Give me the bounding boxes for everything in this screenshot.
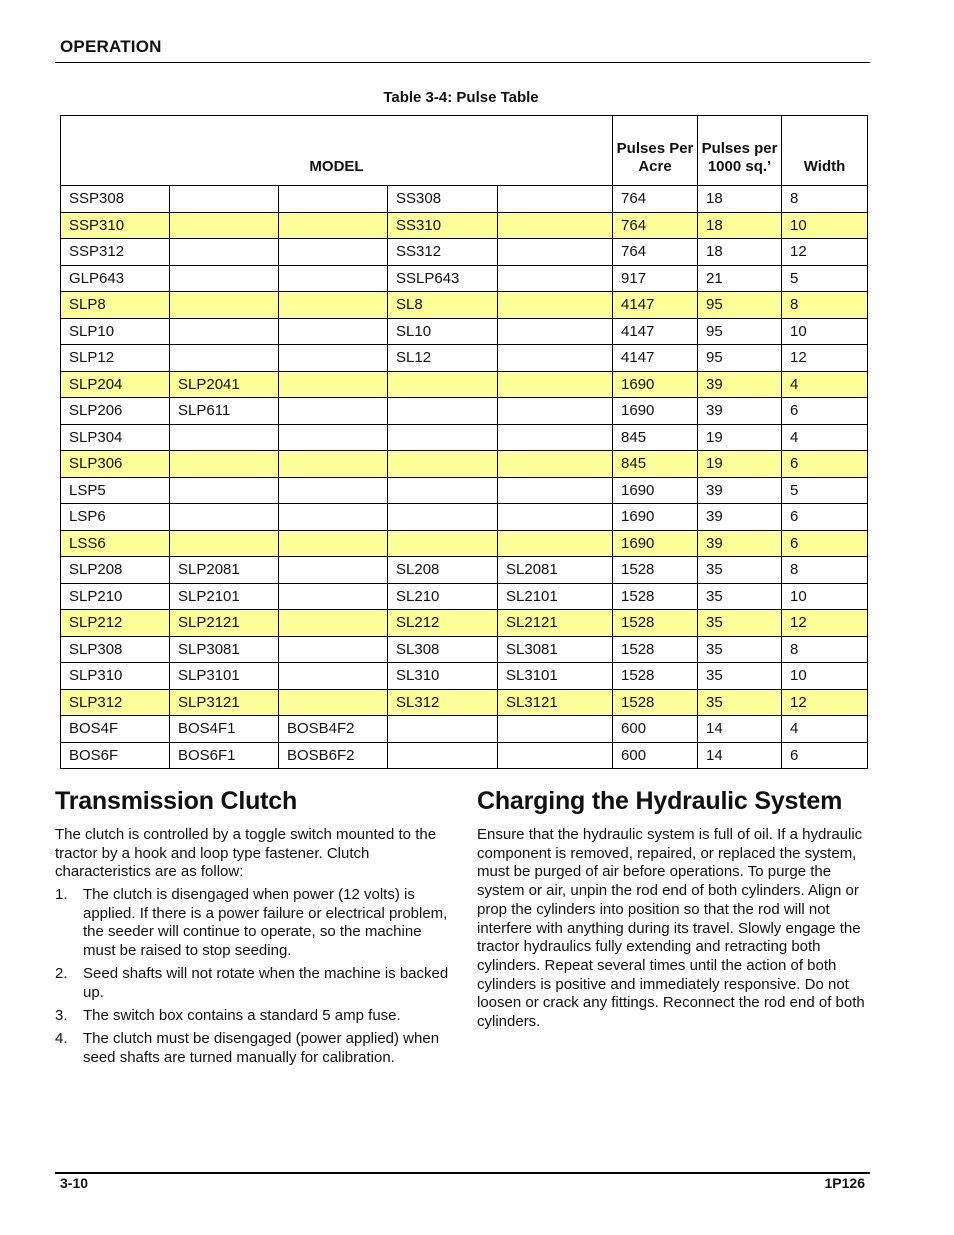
- table-row: [61, 477, 868, 504]
- table-row: [61, 557, 868, 584]
- table-cell: 764: [613, 186, 698, 213]
- table-cell: 10: [782, 212, 868, 239]
- table-cell: SLP10: [61, 318, 170, 345]
- table-cell: 10: [782, 663, 868, 690]
- table-cell: 12: [782, 689, 868, 716]
- table-cell: [498, 477, 613, 504]
- page-number: 3-10: [60, 1175, 89, 1191]
- table-cell: 4: [782, 424, 868, 451]
- list-item-number: 2.: [55, 965, 68, 983]
- table-cell: SLP3081: [170, 636, 279, 663]
- table-row: [61, 239, 868, 266]
- table-cell: 600: [613, 742, 698, 769]
- table-cell: 4147: [613, 345, 698, 372]
- table-cell: 35: [698, 636, 782, 663]
- table-cell: [170, 451, 279, 478]
- table-cell: 6: [782, 451, 868, 478]
- table-cell: SLP304: [61, 424, 170, 451]
- table-cell: 4: [782, 371, 868, 398]
- table-cell: SLP8: [61, 292, 170, 319]
- table-cell: [170, 530, 279, 557]
- table-cell: 35: [698, 689, 782, 716]
- table-cell: SLP2121: [170, 610, 279, 637]
- table-cell: [170, 318, 279, 345]
- table-cell: 12: [782, 345, 868, 372]
- table-cell: 95: [698, 345, 782, 372]
- pulse-table-body: [61, 186, 868, 769]
- table-cell: [279, 451, 388, 478]
- table-cell: 600: [613, 716, 698, 743]
- table-cell: LSP6: [61, 504, 170, 531]
- header-pulses-per-1000: Pulses per 1000 sq.’: [698, 116, 782, 186]
- table-cell: 8: [782, 292, 868, 319]
- table-cell: SLP2101: [170, 583, 279, 610]
- table-cell: [279, 610, 388, 637]
- table-cell: 1528: [613, 610, 698, 637]
- table-cell: 35: [698, 583, 782, 610]
- table-cell: [498, 742, 613, 769]
- table-cell: [170, 504, 279, 531]
- table-row: [61, 345, 868, 372]
- table-cell: [279, 265, 388, 292]
- list-item-text: The switch box contains a standard 5 amp fuse.: [83, 1007, 401, 1025]
- footer-rule: [55, 1172, 870, 1174]
- table-cell: 1690: [613, 477, 698, 504]
- table-row: [61, 742, 868, 769]
- table-cell: 1528: [613, 636, 698, 663]
- table-cell: 1528: [613, 583, 698, 610]
- table-cell: SL2101: [498, 583, 613, 610]
- table-cell: SLP206: [61, 398, 170, 425]
- table-cell: [498, 398, 613, 425]
- table-cell: SLP308: [61, 636, 170, 663]
- table-cell: [498, 716, 613, 743]
- table-cell: 6: [782, 398, 868, 425]
- table-cell: SL3121: [498, 689, 613, 716]
- table-cell: SL10: [388, 318, 498, 345]
- table-cell: SL2081: [498, 557, 613, 584]
- table-cell: [279, 636, 388, 663]
- table-cell: [498, 239, 613, 266]
- list-item-text: Seed shafts will not rotate when the machine is backed up.: [83, 965, 449, 1002]
- table-cell: 19: [698, 451, 782, 478]
- table-cell: SLP212: [61, 610, 170, 637]
- table-cell: [279, 424, 388, 451]
- table-cell: BOS4F: [61, 716, 170, 743]
- table-cell: SL312: [388, 689, 498, 716]
- transmission-title: Transmission Clutch: [55, 787, 298, 815]
- table-row: [61, 398, 868, 425]
- table-cell: SSP310: [61, 212, 170, 239]
- table-cell: SL3101: [498, 663, 613, 690]
- table-cell: [279, 292, 388, 319]
- table-row: [61, 610, 868, 637]
- section-header: OPERATION: [60, 37, 162, 56]
- table-cell: GLP643: [61, 265, 170, 292]
- table-cell: BOS6F: [61, 742, 170, 769]
- table-cell: SLP3121: [170, 689, 279, 716]
- table-cell: 1690: [613, 504, 698, 531]
- table-cell: 19: [698, 424, 782, 451]
- table-cell: BOS6F1: [170, 742, 279, 769]
- table-row: [61, 636, 868, 663]
- table-cell: [170, 212, 279, 239]
- transmission-intro: The clutch is controlled by a toggle switch mounted to the tractor by a hook and loop type fastener. Clutch characteristics are as follow:: [55, 826, 437, 881]
- table-cell: BOS4F1: [170, 716, 279, 743]
- table-cell: 12: [782, 239, 868, 266]
- table-cell: [388, 477, 498, 504]
- list-item-number: 3.: [55, 1007, 68, 1025]
- table-cell: [279, 557, 388, 584]
- table-cell: [170, 265, 279, 292]
- table-cell: 4: [782, 716, 868, 743]
- table-header-row: [61, 116, 868, 186]
- table-cell: [498, 530, 613, 557]
- list-item-number: 1.: [55, 886, 68, 903]
- table-cell: 14: [698, 716, 782, 743]
- table-cell: [279, 583, 388, 610]
- table-cell: [388, 716, 498, 743]
- list-item-text: The clutch must be disengaged (power applied) when seed shafts are turned manually for calibration.: [83, 1030, 440, 1067]
- table-cell: 4147: [613, 318, 698, 345]
- list-item: [55, 1030, 455, 1067]
- table-cell: [170, 186, 279, 213]
- document-id: 1P126: [824, 1175, 865, 1191]
- table-cell: [388, 398, 498, 425]
- table-cell: 764: [613, 239, 698, 266]
- table-cell: 1528: [613, 557, 698, 584]
- table-cell: SLP611: [170, 398, 279, 425]
- table-row: [61, 212, 868, 239]
- table-cell: 1528: [613, 689, 698, 716]
- table-row: [61, 265, 868, 292]
- table-cell: 12: [782, 610, 868, 637]
- table-cell: 8: [782, 557, 868, 584]
- table-cell: [498, 212, 613, 239]
- table-cell: [279, 371, 388, 398]
- table-row: [61, 716, 868, 743]
- table-cell: [498, 265, 613, 292]
- table-cell: SS310: [388, 212, 498, 239]
- table-cell: LSS6: [61, 530, 170, 557]
- table-row: [61, 583, 868, 610]
- table-cell: SSP312: [61, 239, 170, 266]
- table-cell: 39: [698, 504, 782, 531]
- table-cell: [279, 530, 388, 557]
- table-cell: SL212: [388, 610, 498, 637]
- table-cell: [279, 318, 388, 345]
- table-row: [61, 292, 868, 319]
- table-row: [61, 186, 868, 213]
- table-cell: SL12: [388, 345, 498, 372]
- table-row: [61, 451, 868, 478]
- header-rule: [55, 62, 870, 63]
- table-cell: 14: [698, 742, 782, 769]
- table-cell: [170, 239, 279, 266]
- table-cell: 845: [613, 424, 698, 451]
- table-cell: [170, 345, 279, 372]
- table-cell: [279, 398, 388, 425]
- table-cell: SLP2041: [170, 371, 279, 398]
- pulse-table: [60, 115, 868, 769]
- table-cell: SLP310: [61, 663, 170, 690]
- table-cell: SL3081: [498, 636, 613, 663]
- table-cell: [388, 451, 498, 478]
- header-model: MODEL: [61, 116, 613, 186]
- table-cell: SL308: [388, 636, 498, 663]
- table-cell: [279, 663, 388, 690]
- hydraulic-body: Ensure that the hydraulic system is full of oil. If a hydraulic component is removed, repaired, or replaced the system, must be purged of air before operations. To purge the system or air, unpin the rod end of both cylinders. Align or prop the cylinders into position so that the rod will not interfere with anything during its travel. Slowly engage the tractor hydraulics fully extending and retracting both cylinders. Repeat several times until the action of both cylinders is positive and immediately responsive. Do not loosen or crack any fittings. Reconnect the rod end of both cylinders.: [477, 826, 865, 1031]
- table-cell: 5: [782, 477, 868, 504]
- header-width: Width: [782, 116, 868, 186]
- table-cell: SSP308: [61, 186, 170, 213]
- table-cell: 10: [782, 583, 868, 610]
- table-cell: [498, 292, 613, 319]
- table-cell: [279, 477, 388, 504]
- table-cell: 39: [698, 477, 782, 504]
- table-cell: BOSB4F2: [279, 716, 388, 743]
- table-cell: [170, 477, 279, 504]
- table-cell: [170, 292, 279, 319]
- table-cell: 1690: [613, 530, 698, 557]
- table-cell: LSP5: [61, 477, 170, 504]
- table-cell: [279, 239, 388, 266]
- table-cell: [279, 689, 388, 716]
- table-row: [61, 689, 868, 716]
- table-cell: 21: [698, 265, 782, 292]
- table-cell: SLP312: [61, 689, 170, 716]
- table-cell: 35: [698, 610, 782, 637]
- table-cell: 917: [613, 265, 698, 292]
- table-cell: 35: [698, 663, 782, 690]
- table-cell: 4147: [613, 292, 698, 319]
- table-row: [61, 371, 868, 398]
- table-cell: 39: [698, 530, 782, 557]
- table-cell: [279, 345, 388, 372]
- table-cell: 39: [698, 371, 782, 398]
- table-cell: 1690: [613, 371, 698, 398]
- table-cell: 5: [782, 265, 868, 292]
- table-cell: SLP2081: [170, 557, 279, 584]
- table-cell: SLP306: [61, 451, 170, 478]
- table-cell: 6: [782, 742, 868, 769]
- list-item: [55, 886, 455, 961]
- table-row: [61, 530, 868, 557]
- table-cell: 1690: [613, 398, 698, 425]
- table-cell: [498, 318, 613, 345]
- table-cell: BOSB6F2: [279, 742, 388, 769]
- table-cell: SL310: [388, 663, 498, 690]
- table-cell: [388, 371, 498, 398]
- table-cell: 18: [698, 186, 782, 213]
- list-item: [55, 965, 455, 1002]
- table-cell: 18: [698, 239, 782, 266]
- table-row: [61, 424, 868, 451]
- table-cell: SLP3101: [170, 663, 279, 690]
- table-cell: 6: [782, 504, 868, 531]
- table-cell: 764: [613, 212, 698, 239]
- table-cell: [498, 451, 613, 478]
- table-cell: 10: [782, 318, 868, 345]
- table-cell: [498, 186, 613, 213]
- table-cell: [388, 504, 498, 531]
- table-cell: 35: [698, 557, 782, 584]
- table-cell: [388, 530, 498, 557]
- hydraulic-title: Charging the Hydraulic System: [477, 787, 843, 815]
- table-cell: SL2121: [498, 610, 613, 637]
- table-cell: 39: [698, 398, 782, 425]
- table-cell: SSLP643: [388, 265, 498, 292]
- table-cell: SLP12: [61, 345, 170, 372]
- table-cell: [498, 371, 613, 398]
- table-cell: [498, 345, 613, 372]
- table-cell: [498, 424, 613, 451]
- table-cell: SS312: [388, 239, 498, 266]
- table-cell: 95: [698, 318, 782, 345]
- table-cell: SLP208: [61, 557, 170, 584]
- table-cell: [388, 742, 498, 769]
- table-row: [61, 318, 868, 345]
- table-cell: SS308: [388, 186, 498, 213]
- table-row: [61, 663, 868, 690]
- table-cell: [279, 504, 388, 531]
- table-cell: 18: [698, 212, 782, 239]
- table-cell: 8: [782, 186, 868, 213]
- table-cell: SLP210: [61, 583, 170, 610]
- header-pulses-per-acre: Pulses Per Acre: [613, 116, 698, 186]
- table-cell: [388, 424, 498, 451]
- table-cell: SLP204: [61, 371, 170, 398]
- table-cell: 6: [782, 530, 868, 557]
- table-cell: SL208: [388, 557, 498, 584]
- table-cell: [498, 504, 613, 531]
- table-cell: SL8: [388, 292, 498, 319]
- table-cell: [279, 212, 388, 239]
- table-cell: SL210: [388, 583, 498, 610]
- table-cell: 8: [782, 636, 868, 663]
- table-cell: 95: [698, 292, 782, 319]
- table-cell: 1528: [613, 663, 698, 690]
- table-cell: 845: [613, 451, 698, 478]
- list-item-text: The clutch is disengaged when power (12 volts) is applied. If there is a power failure or electrical problem, the seeder will continue to operate, so the machine must be raised to stop seeding.: [83, 886, 448, 960]
- list-item-number: 4.: [55, 1030, 68, 1048]
- list-item: [55, 1007, 455, 1026]
- table-cell: [170, 424, 279, 451]
- table-row: [61, 504, 868, 531]
- table-caption: Table 3-4: Pulse Table: [383, 89, 539, 106]
- table-cell: [279, 186, 388, 213]
- clutch-list: [55, 886, 455, 1072]
